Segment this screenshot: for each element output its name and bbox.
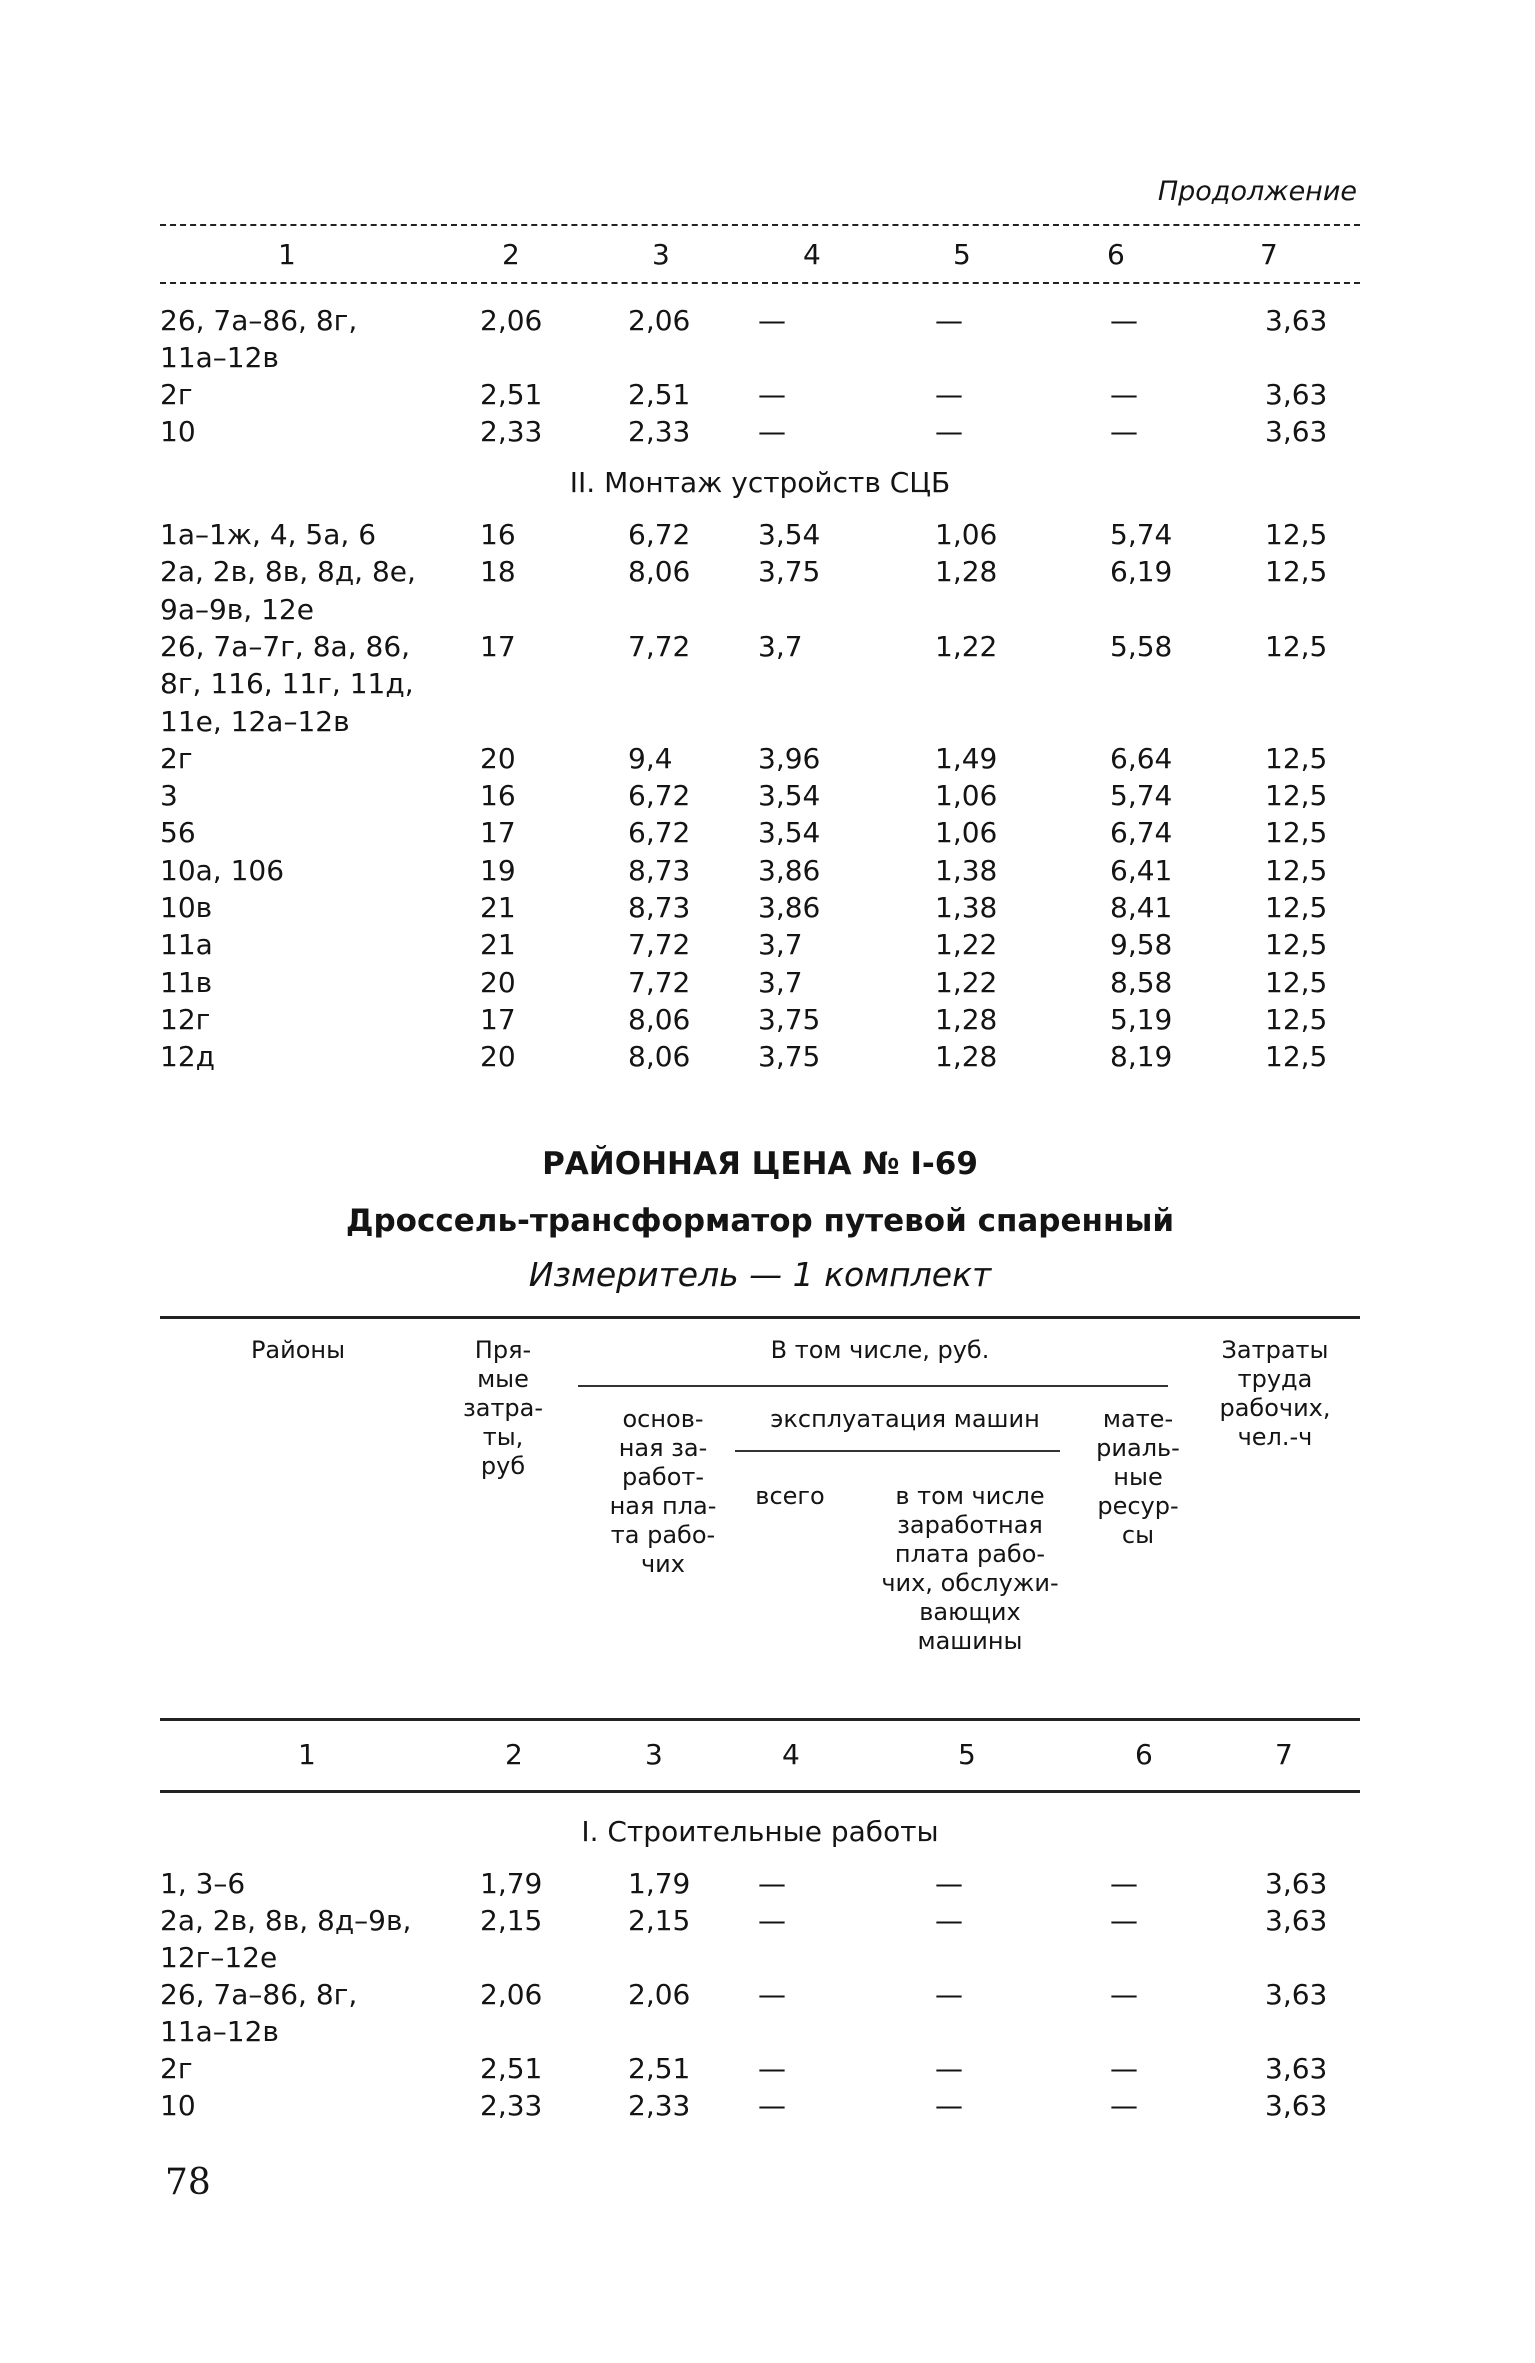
- cell-col-1: 12г: [160, 1002, 211, 1036]
- section-i-title: I. Строительные работы: [581, 1815, 939, 1848]
- cell-col-3: 6,72: [628, 779, 691, 813]
- cell-col-7: 3,63: [1265, 2089, 1328, 2122]
- cell-col-4: 3,7: [758, 928, 803, 962]
- header-direct-costs: Пря- мые затра- ты, руб: [462, 1336, 544, 1480]
- cell-col-6: —: [1110, 2052, 1138, 2085]
- table-row: [160, 304, 1360, 342]
- cell-col-2: 2,06: [480, 1978, 543, 2011]
- cell-col-1: 11а–12в: [160, 2015, 279, 2048]
- header-including-rule: [578, 1385, 1168, 1387]
- header-including-wage: в том числе заработная плата рабо- чих, обслужи- вающих машины: [881, 1482, 1059, 1655]
- header-machine-rule: [735, 1450, 1060, 1452]
- cell-col-6: —: [1110, 415, 1138, 448]
- cell-col-6: 5,74: [1110, 779, 1173, 813]
- cell-col-5: 1,22: [935, 928, 998, 962]
- cell-col-7: 12,5: [1265, 1040, 1328, 1074]
- cell-col-1: 26, 7а–7г, 8а, 86,: [160, 629, 411, 663]
- cell-col-6: 9,58: [1110, 928, 1173, 962]
- cell-col-3: 6,72: [628, 816, 691, 850]
- colnum-2: 2: [505, 1738, 523, 1771]
- cell-col-5: 1,06: [935, 518, 998, 551]
- cell-col-4: —: [758, 304, 786, 337]
- cell-col-1: 2а, 2в, 8в, 8д, 8е,: [160, 555, 416, 589]
- cell-col-7: 12,5: [1265, 555, 1328, 589]
- cell-col-3: 2,51: [628, 2052, 691, 2085]
- cell-col-6: 6,74: [1110, 816, 1173, 850]
- cell-col-4: —: [758, 2052, 786, 2085]
- table2-column-numbers: [160, 1738, 1360, 1776]
- table-row: [160, 779, 1360, 817]
- cell-col-3: 8,06: [628, 1040, 691, 1074]
- cell-col-7: 12,5: [1265, 1002, 1328, 1036]
- cell-col-7: 12,5: [1265, 816, 1328, 850]
- cell-col-5: —: [935, 1867, 963, 1900]
- cell-col-1: 10в: [160, 891, 213, 924]
- cell-col-1: 2г: [160, 2052, 193, 2085]
- table-row: [160, 378, 1360, 416]
- table-row: [160, 2015, 1360, 2053]
- cell-col-4: 3,75: [758, 1002, 821, 1036]
- cell-col-2: 16: [480, 779, 516, 813]
- cell-col-3: 2,33: [628, 2089, 691, 2122]
- cell-col-5: 1,06: [935, 779, 998, 813]
- cell-col-3: 2,06: [628, 1978, 691, 2011]
- colnum-4: 4: [782, 1738, 800, 1771]
- table-row: [160, 593, 1360, 631]
- cell-col-1: 11а–12в: [160, 341, 279, 374]
- cell-col-4: 3,54: [758, 779, 821, 813]
- cell-col-3: 1,79: [628, 1867, 691, 1900]
- table-row: [160, 630, 1360, 668]
- table1-top-rule: [160, 224, 1360, 226]
- cell-col-5: 1,38: [935, 891, 998, 924]
- cell-col-5: —: [935, 378, 963, 411]
- cell-col-1: 26, 7а–86, 8г,: [160, 304, 358, 337]
- cell-col-1: 11е, 12а–12в: [160, 704, 350, 738]
- cell-col-5: —: [935, 2052, 963, 2085]
- cell-col-4: —: [758, 415, 786, 448]
- cell-col-5: —: [935, 415, 963, 448]
- cell-col-1: 56: [160, 816, 196, 850]
- cell-col-4: 3,86: [758, 891, 821, 924]
- cell-col-3: 2,33: [628, 415, 691, 448]
- cell-col-7: 12,5: [1265, 928, 1328, 962]
- table2-top-rule: [160, 1316, 1360, 1319]
- cell-col-4: 3,54: [758, 518, 821, 551]
- header-materials: мате- риаль- ные ресур- сы: [1096, 1405, 1180, 1549]
- cell-col-7: 3,63: [1265, 304, 1328, 337]
- cell-col-2: 21: [480, 928, 516, 962]
- cell-col-2: 17: [480, 629, 516, 663]
- cell-col-6: —: [1110, 1978, 1138, 2011]
- cell-col-2: 2,33: [480, 415, 543, 448]
- cell-col-4: —: [758, 1904, 786, 1937]
- cell-col-7: 3,63: [1265, 1978, 1328, 2011]
- cell-col-2: 18: [480, 555, 516, 589]
- page-number: 78: [165, 2162, 211, 2203]
- cell-col-1: 10: [160, 415, 196, 448]
- table-row: [160, 415, 1360, 453]
- table-row: [160, 891, 1360, 929]
- cell-col-7: 12,5: [1265, 518, 1328, 551]
- cell-col-6: 6,19: [1110, 555, 1173, 589]
- cell-col-4: 3,7: [758, 629, 803, 663]
- table1-header-rule: [160, 282, 1360, 284]
- cell-col-5: 1,22: [935, 629, 998, 663]
- section-ii-title: II. Монтаж устройств СЦБ: [569, 466, 951, 499]
- cell-col-2: 1,79: [480, 1867, 543, 1900]
- table2-colnum-rule: [160, 1790, 1360, 1793]
- cell-col-1: 11а: [160, 928, 213, 962]
- cell-col-4: —: [758, 2089, 786, 2122]
- colnum-3: 3: [645, 1738, 663, 1771]
- cell-col-6: —: [1110, 378, 1138, 411]
- cell-col-6: 8,19: [1110, 1040, 1173, 1074]
- table-row: [160, 816, 1360, 854]
- cell-col-3: 6,72: [628, 518, 691, 551]
- table-row: [160, 1941, 1360, 1979]
- cell-col-3: 2,06: [628, 304, 691, 337]
- cell-col-6: —: [1110, 2089, 1138, 2122]
- table-row: [160, 1904, 1360, 1942]
- cell-col-1: 8г, 116, 11г, 11д,: [160, 667, 414, 701]
- colnum-1: 1: [298, 1738, 316, 1771]
- cell-col-6: 8,41: [1110, 891, 1173, 924]
- colnum-5: 5: [953, 238, 971, 271]
- cell-col-7: 3,63: [1265, 378, 1328, 411]
- colnum-5: 5: [958, 1738, 976, 1771]
- colnum-2: 2: [502, 238, 520, 271]
- cell-col-4: —: [758, 1867, 786, 1900]
- cell-col-7: 12,5: [1265, 629, 1328, 663]
- table-row: [160, 2089, 1360, 2127]
- cell-col-7: 12,5: [1265, 741, 1328, 775]
- cell-col-1: 12г–12е: [160, 1941, 278, 1974]
- cell-col-2: 2,06: [480, 304, 543, 337]
- cell-col-1: 3: [160, 779, 178, 813]
- cell-col-4: 3,86: [758, 853, 821, 887]
- cell-col-1: 26, 7а–86, 8г,: [160, 1978, 358, 2011]
- header-machine-operation: эксплуатация машин: [770, 1405, 1040, 1433]
- table-row: [160, 742, 1360, 780]
- cell-col-1: 2г: [160, 378, 193, 411]
- cell-col-5: 1,38: [935, 853, 998, 887]
- cell-col-1: 1а–1ж, 4, 5а, 6: [160, 518, 377, 551]
- cell-col-5: 1,28: [935, 1040, 998, 1074]
- header-base-wage: основ- ная за- работ- ная пла- та рабо- чих: [609, 1405, 717, 1578]
- colnum-7: 7: [1260, 238, 1278, 271]
- cell-col-7: 3,63: [1265, 1867, 1328, 1900]
- cell-col-3: 7,72: [628, 965, 691, 999]
- price-title: РАЙОННАЯ ЦЕНА № I-69: [542, 1146, 978, 1182]
- cell-col-5: 1,06: [935, 816, 998, 850]
- header-including: В том числе, руб.: [770, 1336, 990, 1364]
- table-row: [160, 555, 1360, 593]
- cell-col-1: 9а–9в, 12е: [160, 592, 314, 626]
- cell-col-2: 17: [480, 1002, 516, 1036]
- cell-col-7: 12,5: [1265, 853, 1328, 887]
- cell-col-6: 6,41: [1110, 853, 1173, 887]
- cell-col-2: 21: [480, 891, 516, 924]
- table-row: [160, 1040, 1360, 1078]
- cell-col-5: 1,28: [935, 555, 998, 589]
- colnum-1: 1: [278, 238, 296, 271]
- cell-col-2: 2,33: [480, 2089, 543, 2122]
- cell-col-2: 20: [480, 1040, 516, 1074]
- cell-col-5: 1,22: [935, 965, 998, 999]
- cell-col-4: 3,75: [758, 555, 821, 589]
- cell-col-6: —: [1110, 1867, 1138, 1900]
- cell-col-7: 3,63: [1265, 2052, 1328, 2085]
- cell-col-1: 11в: [160, 965, 213, 999]
- cell-col-6: 5,19: [1110, 1002, 1173, 1036]
- table-row: [160, 1867, 1360, 1905]
- cell-col-4: 3,7: [758, 965, 803, 999]
- cell-col-1: 10: [160, 2089, 196, 2122]
- measure-title: Измеритель — 1 комплект: [528, 1255, 992, 1294]
- table-row: [160, 854, 1360, 892]
- cell-col-5: 1,49: [935, 741, 998, 775]
- cell-col-2: 20: [480, 741, 516, 775]
- table-row: [160, 667, 1360, 705]
- cell-col-3: 8,06: [628, 1002, 691, 1036]
- cell-col-1: 12д: [160, 1040, 215, 1074]
- cell-col-1: 1, 3–6: [160, 1867, 246, 1900]
- colnum-3: 3: [652, 238, 670, 271]
- cell-col-3: 8,73: [628, 891, 691, 924]
- cell-col-2: 2,51: [480, 378, 543, 411]
- cell-col-7: 12,5: [1265, 965, 1328, 999]
- cell-col-2: 16: [480, 518, 516, 551]
- cell-col-4: 3,96: [758, 741, 821, 775]
- table-row: [160, 1003, 1360, 1041]
- header-total: всего: [755, 1482, 825, 1510]
- continuation-label: Продолжение: [1157, 176, 1357, 207]
- table-row: [160, 518, 1360, 556]
- cell-col-6: —: [1110, 304, 1138, 337]
- cell-col-5: —: [935, 1978, 963, 2011]
- table2-header-rule: [160, 1718, 1360, 1721]
- cell-col-2: 17: [480, 816, 516, 850]
- cell-col-4: —: [758, 378, 786, 411]
- cell-col-3: 9,4: [628, 741, 673, 775]
- colnum-4: 4: [803, 238, 821, 271]
- cell-col-5: 1,28: [935, 1002, 998, 1036]
- cell-col-1: 2г: [160, 741, 193, 775]
- cell-col-6: —: [1110, 1904, 1138, 1937]
- cell-col-1: 2а, 2в, 8в, 8д–9в,: [160, 1904, 412, 1937]
- cell-col-7: 12,5: [1265, 779, 1328, 813]
- table1-column-numbers: [160, 238, 1360, 276]
- cell-col-1: 10а, 106: [160, 853, 285, 887]
- table-row: [160, 1978, 1360, 2016]
- cell-col-6: 5,74: [1110, 518, 1173, 551]
- colnum-7: 7: [1275, 1738, 1293, 1771]
- cell-col-4: 3,75: [758, 1040, 821, 1074]
- header-labor-costs: Затраты труда рабочих, чел.-ч: [1219, 1336, 1331, 1451]
- colnum-6: 6: [1107, 238, 1125, 271]
- cell-col-6: 8,58: [1110, 965, 1173, 999]
- table-row: [160, 2052, 1360, 2090]
- cell-col-2: 2,15: [480, 1904, 543, 1937]
- cell-col-7: 3,63: [1265, 1904, 1328, 1937]
- cell-col-3: 2,51: [628, 378, 691, 411]
- cell-col-5: —: [935, 1904, 963, 1937]
- cell-col-3: 7,72: [628, 629, 691, 663]
- cell-col-7: 12,5: [1265, 891, 1328, 924]
- cell-col-2: 2,51: [480, 2052, 543, 2085]
- table-row: [160, 341, 1360, 379]
- header-regions: Районы: [250, 1336, 346, 1364]
- cell-col-3: 2,15: [628, 1904, 691, 1937]
- cell-col-4: 3,54: [758, 816, 821, 850]
- table-row: [160, 928, 1360, 966]
- cell-col-3: 8,73: [628, 853, 691, 887]
- colnum-6: 6: [1135, 1738, 1153, 1771]
- cell-col-5: —: [935, 304, 963, 337]
- table-row: [160, 705, 1360, 743]
- cell-col-6: 5,58: [1110, 629, 1173, 663]
- cell-col-2: 20: [480, 965, 516, 999]
- cell-col-7: 3,63: [1265, 415, 1328, 448]
- cell-col-4: —: [758, 1978, 786, 2011]
- item-title: Дроссель-трансформатор путевой спаренный: [345, 1203, 1175, 1239]
- cell-col-3: 8,06: [628, 555, 691, 589]
- cell-col-5: —: [935, 2089, 963, 2122]
- cell-col-2: 19: [480, 853, 516, 887]
- cell-col-6: 6,64: [1110, 741, 1173, 775]
- cell-col-3: 7,72: [628, 928, 691, 962]
- table-row: [160, 966, 1360, 1004]
